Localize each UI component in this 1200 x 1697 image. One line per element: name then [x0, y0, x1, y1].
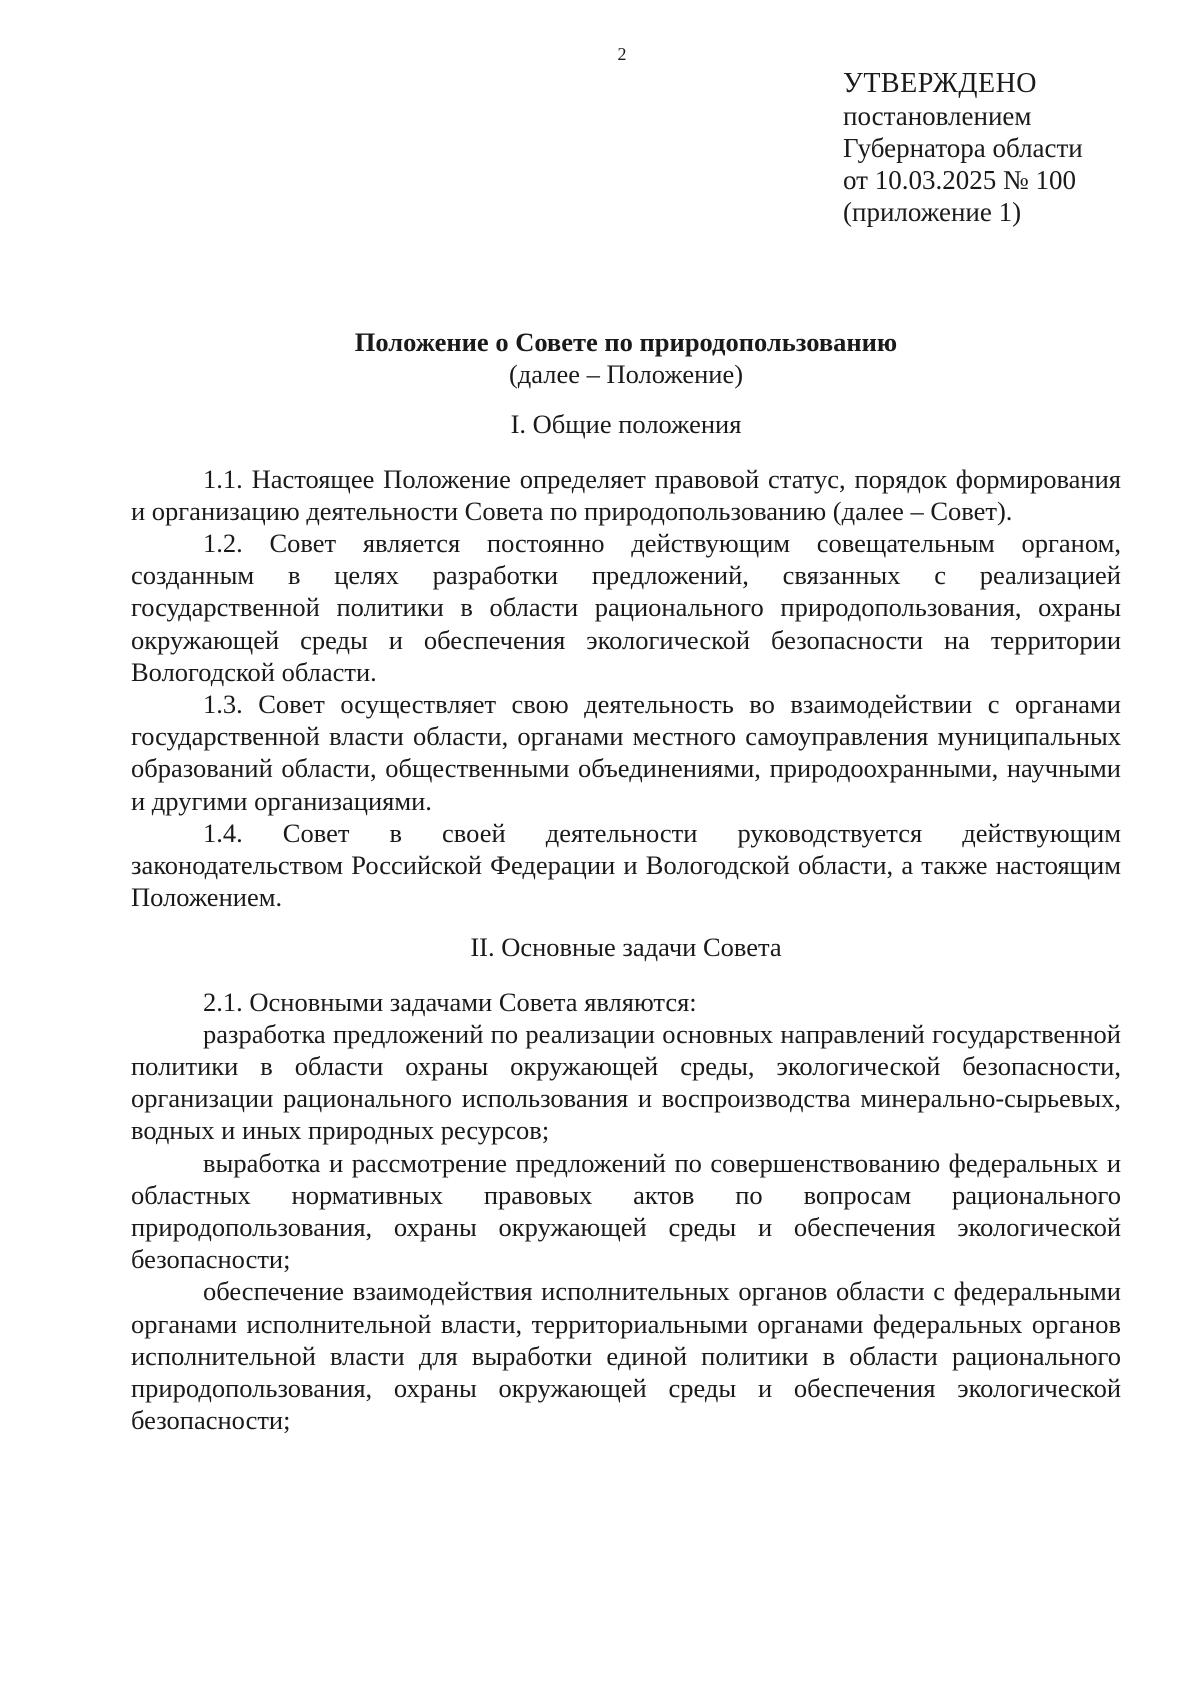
page-number: 2: [617, 44, 627, 64]
paragraph-1-4: 1.4. Совет в своей деятельности руководствуется действующим законодательством Российской Федерации и Вологодской области, а также настоящим Положением.: [131, 817, 1121, 913]
task-item: обеспечение взаимодействия исполнительных органов области с федеральными органами исполнительной власти, территориальными органами федеральных органов исполнительной власти для выработки единой политики в области рационального природопользования, охраны окружающей среды и обеспечения экологической безопасности;: [131, 1276, 1121, 1436]
task-item: выработка и рассмотрение предложений по совершенствованию федеральных и областных нормативных правовых актов по вопросам рационального природопользования, охраны окружающей среды и обеспечения экологической безопасности;: [131, 1147, 1121, 1275]
document-body: [131, 326, 1121, 1437]
section-heading: II. Основные задачи Совета: [470, 932, 782, 963]
task-item: разработка предложений по реализации основных направлений государственной политики в области охраны окружающей среды, экологической безопасности, организации рационального использования и воспроизводства минерально-сырьевых, водных и иных природных ресурсов;: [131, 1018, 1121, 1146]
paragraph-1-1: 1.1. Настоящее Положение определяет правовой статус, порядок формирования и организацию деятельности Совета по природопользованию (далее – Совет).: [131, 463, 1121, 526]
section-heading: I. Общие положения: [510, 409, 742, 440]
approval-line: Губернатора области: [843, 133, 1083, 163]
approval-line: постановлением: [843, 101, 1032, 131]
paragraph-2-1: 2.1. Основными задачами Совета являются:: [203, 986, 697, 1017]
approval-line: (приложение 1): [843, 197, 1022, 227]
document-title: Положение о Совете по природопользованию: [354, 327, 898, 357]
paragraph-1-2: 1.2. Совет является постоянно действующим совещательным органом, созданным в целях разработки предложений, связанных с реализацией государственной политики в области рационального природопользования, охраны окружающей среды и обеспечения экологической безопасности на территории Вологодской области.: [131, 528, 1121, 687]
approval-line: от 10.03.2025 № 100: [843, 165, 1076, 195]
approval-heading: УТВЕРЖДЕНО: [843, 68, 1038, 99]
paragraph-1-3: 1.3. Совет осуществляет свою деятельность во взаимодействии с органами государственной власти области, органами местного самоуправления муниципальных образований области, общественными объединениями, природоохранными, научными и другими организациями.: [131, 689, 1121, 816]
document-subtitle: (далее – Положение): [508, 359, 744, 390]
approval-stamp-block: [843, 68, 1083, 228]
